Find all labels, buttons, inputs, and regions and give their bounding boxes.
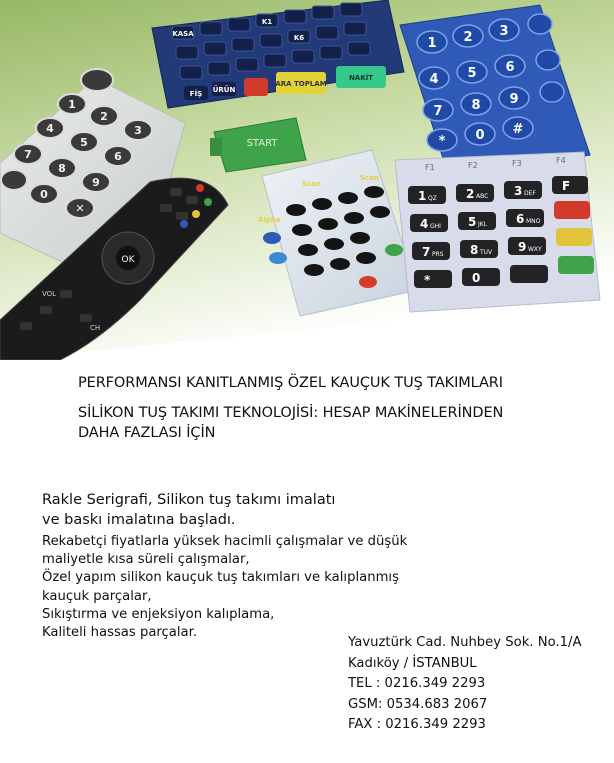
svg-text:3: 3 <box>499 24 509 39</box>
svg-text:Scan: Scan <box>360 174 379 182</box>
svg-text:ARA TOPLAM: ARA TOPLAM <box>275 80 327 88</box>
svg-text:JKL: JKL <box>478 221 488 228</box>
detail-line: Özel yapım silikon kauçuk tuş takımları ve kalıplanmış <box>42 570 399 586</box>
lavender-pos-keypad <box>395 152 600 312</box>
svg-text:F4: F4 <box>556 156 566 165</box>
svg-text:8: 8 <box>470 243 479 257</box>
svg-text:4: 4 <box>46 122 54 135</box>
svg-text:8: 8 <box>58 162 66 175</box>
svg-text:1: 1 <box>427 36 437 51</box>
svg-text:F1: F1 <box>425 163 435 172</box>
svg-text:1: 1 <box>68 98 76 111</box>
svg-text:5: 5 <box>467 66 477 81</box>
svg-text:F2: F2 <box>468 161 478 170</box>
detail-line: kauçuk parçalar, <box>42 588 152 604</box>
svg-text:2: 2 <box>100 110 108 123</box>
svg-text:FİŞ: FİŞ <box>189 90 203 98</box>
detail-line: maliyetle kısa süreli çalışmalar, <box>42 552 250 568</box>
svg-text:0: 0 <box>40 188 48 201</box>
detail-line: Sıkıştırma ve enjeksiyon kalıplama, <box>42 606 275 622</box>
svg-text:ÜRÜN: ÜRÜN <box>212 86 236 94</box>
svg-text:9: 9 <box>509 92 519 107</box>
svg-text:0: 0 <box>472 271 481 285</box>
svg-text:7: 7 <box>24 148 32 161</box>
svg-text:WXY: WXY <box>528 246 542 253</box>
svg-text:K1: K1 <box>261 18 273 26</box>
svg-text:4: 4 <box>420 217 429 231</box>
svg-text:4: 4 <box>429 72 439 87</box>
svg-text:CH: CH <box>90 324 101 332</box>
intro-line: Rakle Serigrafi, Silikon tuş takımı imalatı <box>42 492 336 508</box>
svg-text:QZ: QZ <box>428 195 437 202</box>
svg-text:2: 2 <box>463 30 473 45</box>
address-line: Yavuztürk Cad. Nuhbey Sok. No.1/A <box>348 635 582 650</box>
svg-text:Scan: Scan <box>302 180 321 188</box>
svg-text:MNO: MNO <box>526 218 541 225</box>
svg-text:OK: OK <box>121 255 135 265</box>
svg-text:2: 2 <box>466 187 475 201</box>
svg-text:NAKİT: NAKİT <box>348 74 374 82</box>
svg-text:6: 6 <box>114 150 122 163</box>
svg-text:*: * <box>424 273 431 287</box>
svg-text:6: 6 <box>516 212 525 226</box>
svg-text:✕: ✕ <box>75 202 85 215</box>
svg-text:3: 3 <box>134 124 142 137</box>
svg-text:5: 5 <box>80 136 88 149</box>
svg-text:TUV: TUV <box>480 249 493 256</box>
svg-text:8: 8 <box>471 98 481 113</box>
svg-text:F3: F3 <box>512 159 522 168</box>
svg-text:1: 1 <box>418 189 427 203</box>
detail-line: Kaliteli hassas parçalar. <box>42 625 198 641</box>
svg-text:F: F <box>562 179 571 193</box>
headline-silicone-technology: SİLİKON TUŞ TAKIMI TEKNOLOJİSİ: HESAP MAKİNELERİNDEN <box>78 405 504 421</box>
svg-text:#: # <box>512 122 524 137</box>
detail-line: Rekabetçi fiyatlarla yüksek hacimli çalışmalar ve düşük <box>42 534 408 549</box>
svg-text:7: 7 <box>433 104 443 119</box>
intro-line: ve baskı imalatına başladı. <box>42 512 236 528</box>
mobile-number: GSM: 0534.683 2067 <box>348 696 488 712</box>
svg-text:KASA: KASA <box>172 30 194 38</box>
svg-text:3: 3 <box>514 184 523 198</box>
headline-proven-keypads: PERFORMANSI KANITLANMIŞ ÖZEL KAUÇUK TUŞ TAKIMLARI <box>78 375 503 391</box>
svg-text:GHI: GHI <box>430 223 441 230</box>
svg-text:9: 9 <box>518 240 527 254</box>
svg-text:DEF: DEF <box>524 190 536 197</box>
product-photo-collage <box>0 0 614 360</box>
fax-number: FAX : 0216.349 2293 <box>348 717 486 732</box>
rubber-key <box>81 69 113 91</box>
svg-text:0: 0 <box>475 128 485 143</box>
svg-text:5: 5 <box>468 215 477 229</box>
svg-text:VOL: VOL <box>42 290 57 298</box>
contact-info <box>348 633 582 736</box>
svg-text:START: START <box>246 138 278 149</box>
address-city: Kadıköy / İSTANBUL <box>348 655 477 671</box>
svg-text:PRS: PRS <box>432 251 444 258</box>
company-description <box>42 490 422 642</box>
svg-text:K6: K6 <box>293 34 305 42</box>
svg-text:Alpha: Alpha <box>258 216 281 224</box>
svg-text:ABC: ABC <box>476 193 489 200</box>
phone-number: TEL : 0216.349 2293 <box>348 676 486 691</box>
headline-silicone-technology-cont: DAHA FAZLASI İÇİN <box>78 425 216 441</box>
svg-text:9: 9 <box>92 176 100 189</box>
svg-text:*: * <box>438 134 446 149</box>
svg-text:7: 7 <box>422 245 431 259</box>
svg-text:6: 6 <box>505 60 515 75</box>
